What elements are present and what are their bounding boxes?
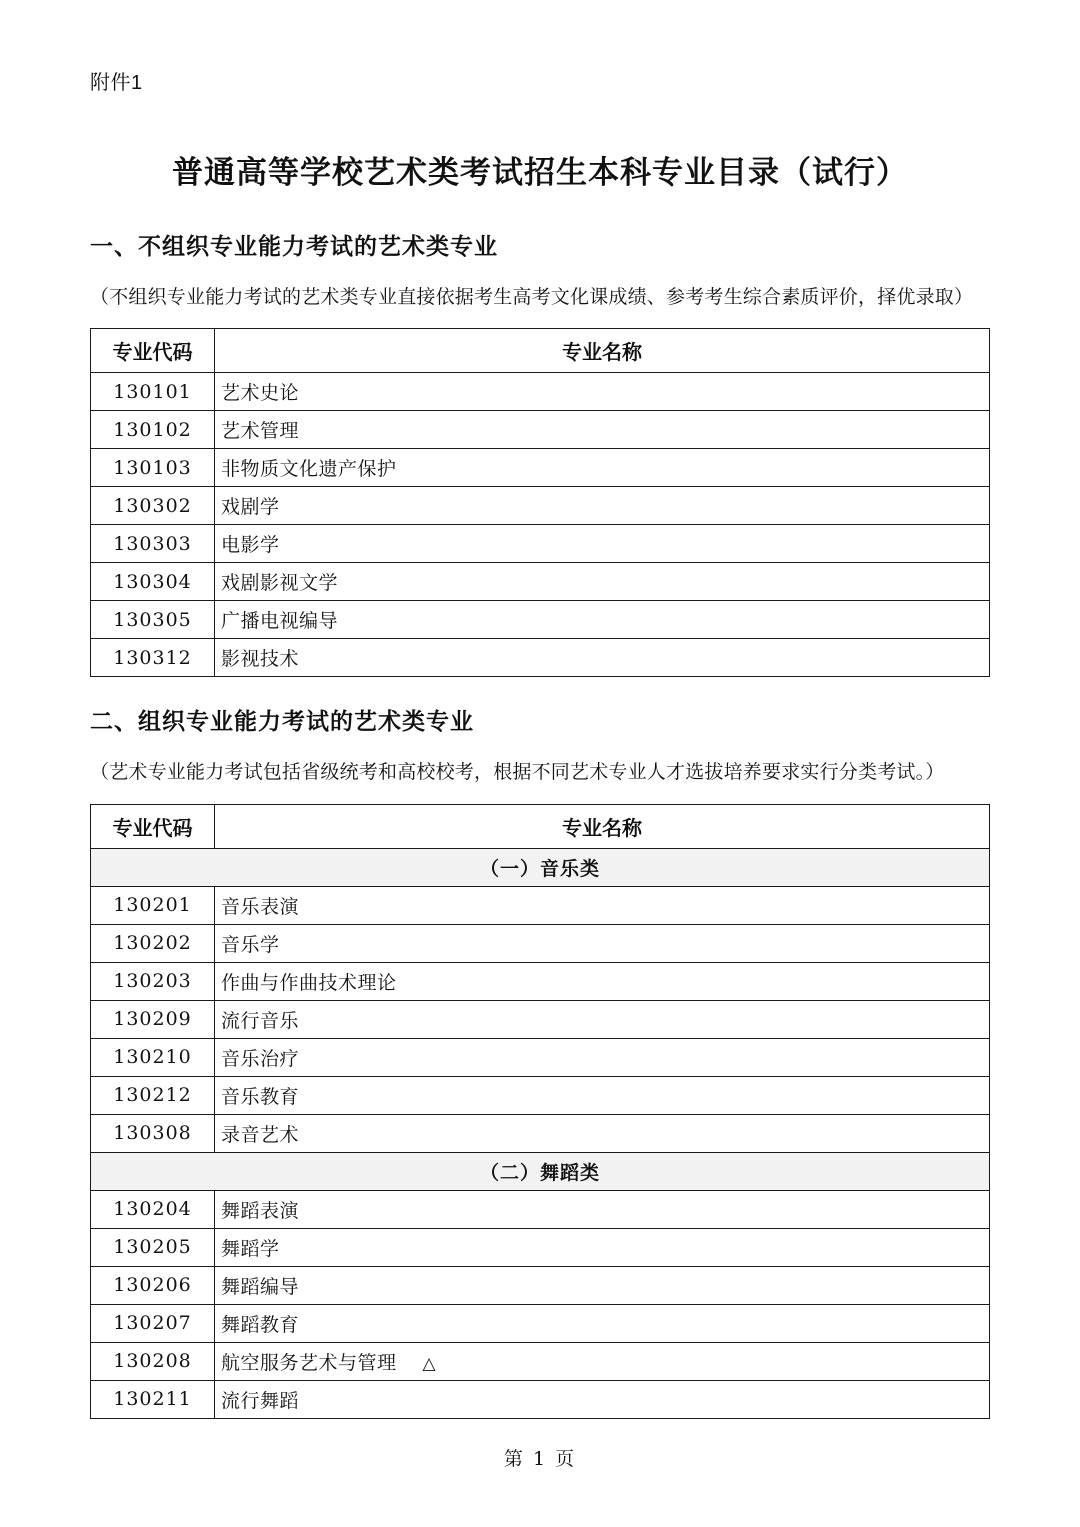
major-code: 130204 (91, 1190, 215, 1228)
major-name: 航空服务艺术与管理 △ (215, 1342, 990, 1380)
major-name: 戏剧学 (215, 487, 990, 525)
column-header-code: 专业代码 (91, 804, 215, 848)
major-name: 舞蹈教育 (215, 1304, 990, 1342)
major-code: 130205 (91, 1228, 215, 1266)
major-code: 130206 (91, 1266, 215, 1304)
table-row (91, 924, 990, 962)
major-code: 130102 (91, 411, 215, 449)
section-1-table (90, 328, 990, 677)
major-code: 130304 (91, 563, 215, 601)
table-row (91, 639, 990, 677)
section-1 (90, 228, 990, 677)
major-name: 艺术史论 (215, 373, 990, 411)
major-name: 作曲与作曲技术理论 (215, 962, 990, 1000)
section-2 (90, 703, 990, 1418)
major-name: 电影学 (215, 525, 990, 563)
major-name: 音乐表演 (215, 886, 990, 924)
table-row (91, 373, 990, 411)
section-2-heading: 二、组织专业能力考试的艺术类专业 (90, 708, 474, 736)
table-row (91, 487, 990, 525)
section-2-note: （艺术专业能力考试包括省级统考和高校校考，根据不同艺术专业人才选拔培养要求实行分类考试。） (90, 761, 945, 784)
major-code: 130312 (91, 639, 215, 677)
major-code: 130207 (91, 1304, 215, 1342)
table-row (91, 1380, 990, 1418)
major-code: 130211 (91, 1380, 215, 1418)
table-row (91, 563, 990, 601)
major-name: 舞蹈学 (215, 1228, 990, 1266)
major-code: 130303 (91, 525, 215, 563)
table-row (91, 962, 990, 1000)
table-row (91, 449, 990, 487)
attachment-label: 附件1 (90, 72, 143, 94)
section-2-table (90, 804, 990, 1419)
table-row (91, 1190, 990, 1228)
major-code: 130209 (91, 1000, 215, 1038)
group-label: （二）舞蹈类 (91, 1152, 990, 1190)
table-header-row (91, 804, 990, 848)
triangle-marker-icon: △ (422, 1353, 437, 1374)
page-title: 普通高等学校艺术类考试招生本科专业目录（试行） (172, 155, 908, 191)
major-name: 非物质文化遗产保护 (215, 449, 990, 487)
major-code: 130210 (91, 1038, 215, 1076)
section-1-heading: 一、不组织专业能力考试的艺术类专业 (90, 233, 498, 260)
major-name: 音乐教育 (215, 1076, 990, 1114)
major-name: 影视技术 (215, 639, 990, 677)
table-row (91, 1038, 990, 1076)
table-row (91, 1114, 990, 1152)
major-name: 舞蹈表演 (215, 1190, 990, 1228)
table-row (91, 886, 990, 924)
major-name: 舞蹈编导 (215, 1266, 990, 1304)
table-row (91, 1342, 990, 1380)
table-row (91, 525, 990, 563)
table-row (91, 411, 990, 449)
table-header-row (91, 329, 990, 373)
major-code: 130308 (91, 1114, 215, 1152)
major-code: 130201 (91, 886, 215, 924)
major-name: 戏剧影视文学 (215, 563, 990, 601)
major-name: 流行音乐 (215, 1000, 990, 1038)
column-header-name: 专业名称 (215, 329, 990, 373)
major-name: 广播电视编导 (215, 601, 990, 639)
table-row (91, 1000, 990, 1038)
major-code: 130212 (91, 1076, 215, 1114)
major-name: 艺术管理 (215, 411, 990, 449)
major-name: 音乐治疗 (215, 1038, 990, 1076)
major-name: 音乐学 (215, 924, 990, 962)
major-name: 录音艺术 (215, 1114, 990, 1152)
major-code: 130203 (91, 962, 215, 1000)
major-code: 130302 (91, 487, 215, 525)
major-code: 130305 (91, 601, 215, 639)
major-code: 130208 (91, 1342, 215, 1380)
table-row (91, 1266, 990, 1304)
table-row (91, 601, 990, 639)
section-1-note: （不组织专业能力考试的艺术类专业直接依据考生高考文化课成绩、参考考生综合素质评价，择优录取） (90, 286, 974, 308)
group-label: （一）音乐类 (91, 848, 990, 886)
table-group-row (91, 1152, 990, 1190)
major-code: 130101 (91, 373, 215, 411)
major-name: 流行舞蹈 (215, 1380, 990, 1418)
column-header-code: 专业代码 (91, 329, 215, 373)
table-row (91, 1076, 990, 1114)
table-group-row (91, 848, 990, 886)
page-footer: 第 1 页 (503, 1448, 577, 1470)
major-code: 130202 (91, 924, 215, 962)
column-header-name: 专业名称 (215, 804, 990, 848)
table-row (91, 1304, 990, 1342)
major-code: 130103 (91, 449, 215, 487)
table-row (91, 1228, 990, 1266)
